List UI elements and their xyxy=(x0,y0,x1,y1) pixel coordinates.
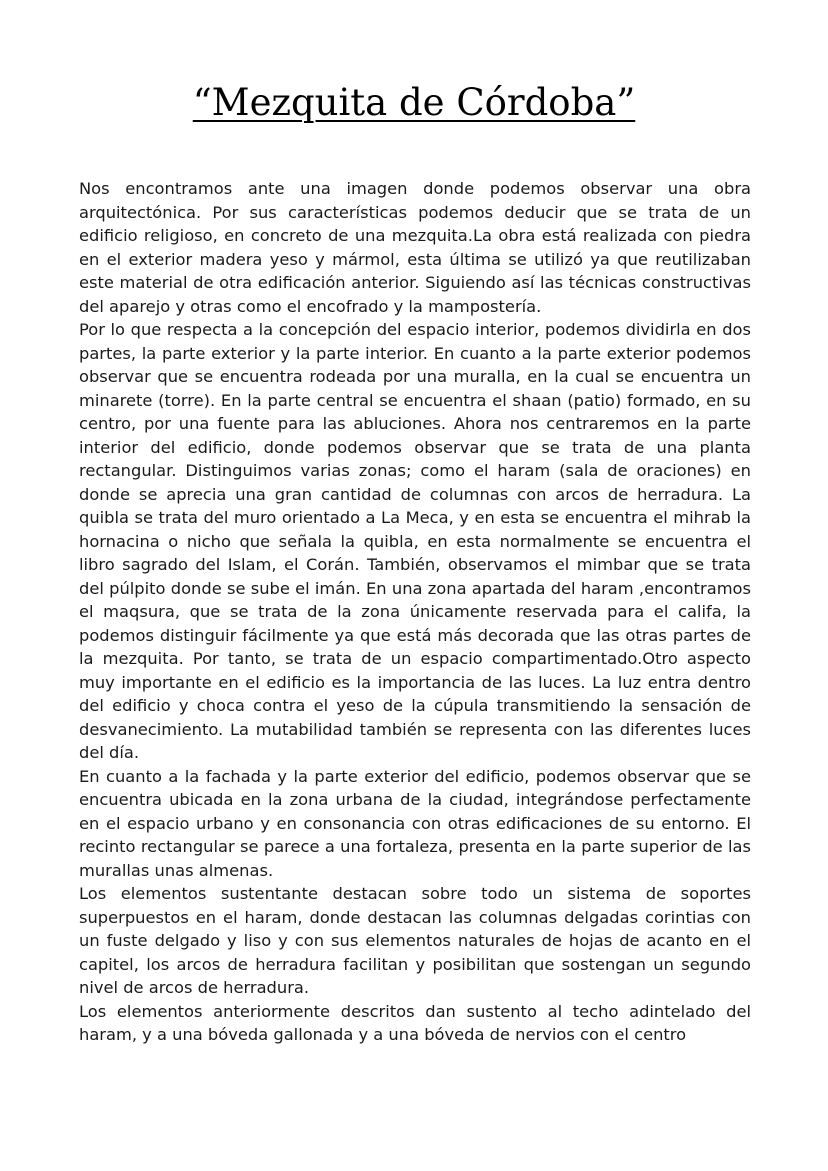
paragraph-5: Los elementos anteriormente descritos dan sustento al techo adintelado del haram, y a una bóveda gallonada y a una bóveda de nervios con el centro xyxy=(79,1001,751,1044)
page-title-text: “Mezquita de Córdoba” xyxy=(192,81,636,124)
document-body xyxy=(79,177,751,1047)
page-title xyxy=(0,76,828,130)
paragraph-4: Los elementos sustentante destacan sobre todo un sistema de soportes superpuestos en el haram, donde destacan las columnas delgadas corintias con un fuste delgado y liso y con sus elementos naturales de hojas de acanto en el capitel, los arcos de herradura facilitan y posibilitan que sostengan un segundo nivel de arcos de herradura. xyxy=(79,884,751,997)
paragraph-3: En cuanto a la fachada y la parte exterior del edificio, podemos observar que se encuentra ubicada en la zona urbana de la ciudad, integrándose perfectamente en el espacio urbano y en consonancia con otras edificaciones de su entorno. El recinto rectangular se parece a una fortaleza, presenta en la parte superior de las murallas unas almenas. xyxy=(79,766,751,880)
paragraph-1: Nos encontramos ante una imagen donde podemos observar una obra arquitectónica. Por sus características podemos deducir que se trata de un edificio religioso, en concreto de una mezquita.La obra está realizada con piedra en el exterior madera yeso y mármol, esta última se utilizó ya que reutilizaban este material de otra edificación anterior. Siguiendo así las técnicas constructivas del aparejo y otras como el encofrado y la mampostería. xyxy=(79,179,751,316)
paragraph-2: Por lo que respecta a la concepción del espacio interior, podemos dividirla en dos partes, la parte exterior y la parte interior. En cuanto a la parte exterior podemos observar que se encuentra rodeada por una muralla, en la cual se encuentra un minarete (torre). En la parte central se encuentra el shaan (patio) formado, en su centro, por una fuente para las abluciones. Ahora nos centraremos en la parte interior del edificio, donde podemos observar que se trata de una planta rectangular. Distinguimos varias zonas; como el haram (sala de oraciones) en donde se aprecia una gran cantidad de columnas con arcos de herradura. La quibla se trata del muro orientado a La Meca, y en esta se encuentra el mihrab la hornacina o nicho que señala la quibla, en esta normalmente se encuentra el libro sagrado del Islam, el Corán. También, observamos el mimbar que se trata del púlpito donde se sube el imán. En una zona apartada del haram ,encontramos el maqsura, que se trata de la zona únicamente reservada para el califa, la podemos distinguir fácilmente ya que está más decorada que las otras partes de la mezquita. Por tanto, se trata de un espacio compartimentado.Otro aspecto muy importante en el edificio es la importancia de las luces. La luz entra dentro del edificio y choca contra el yeso de la cúpula transmitiendo la sensación de desvanecimiento. La mutabilidad también se representa con las diferentes luces del día. xyxy=(79,320,751,762)
